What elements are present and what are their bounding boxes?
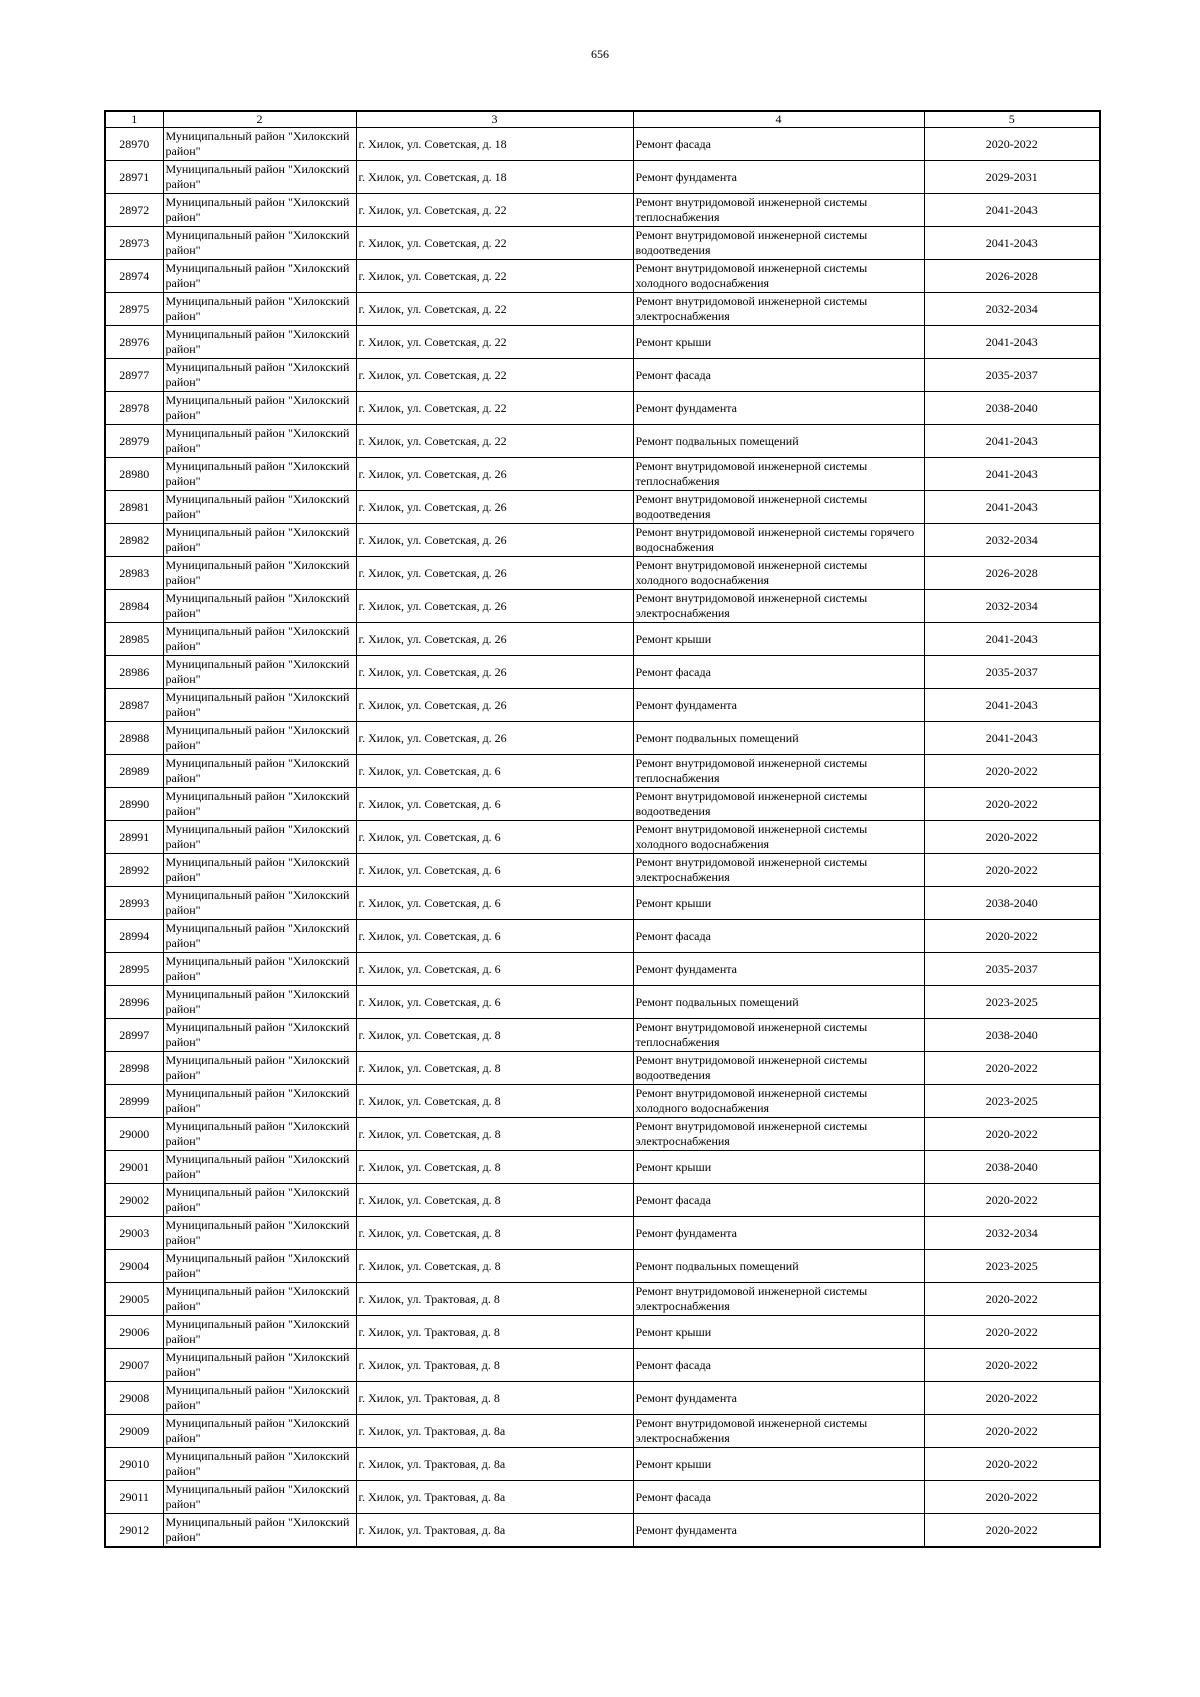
work-type-cell: Ремонт крыши xyxy=(633,326,924,359)
municipality-cell: Муниципальный район "Хилокский район" xyxy=(163,1085,356,1118)
row-number-cell: 28980 xyxy=(105,458,163,491)
period-cell: 2035-2037 xyxy=(924,656,1100,689)
municipality-cell: Муниципальный район "Хилокский район" xyxy=(163,722,356,755)
row-number-cell: 28977 xyxy=(105,359,163,392)
table-row xyxy=(105,1250,1100,1283)
row-number-cell: 29009 xyxy=(105,1415,163,1448)
row-number-cell: 28988 xyxy=(105,722,163,755)
row-number-cell: 29010 xyxy=(105,1448,163,1481)
period-cell: 2023-2025 xyxy=(924,1250,1100,1283)
row-number-cell: 28976 xyxy=(105,326,163,359)
work-type-cell: Ремонт подвальных помещений xyxy=(633,1250,924,1283)
table-row xyxy=(105,1283,1100,1316)
period-cell: 2041-2043 xyxy=(924,326,1100,359)
table-header-row xyxy=(105,111,1100,128)
row-number-cell: 29011 xyxy=(105,1481,163,1514)
address-cell: г. Хилок, ул. Трактовая, д. 8 xyxy=(356,1382,633,1415)
address-cell: г. Хилок, ул. Советская, д. 8 xyxy=(356,1151,633,1184)
period-cell: 2041-2043 xyxy=(924,722,1100,755)
period-cell: 2020-2022 xyxy=(924,128,1100,161)
address-cell: г. Хилок, ул. Советская, д. 22 xyxy=(356,293,633,326)
address-cell: г. Хилок, ул. Советская, д. 8 xyxy=(356,1250,633,1283)
municipality-cell: Муниципальный район "Хилокский район" xyxy=(163,227,356,260)
row-number-cell: 28983 xyxy=(105,557,163,590)
work-type-cell: Ремонт крыши xyxy=(633,887,924,920)
municipality-cell: Муниципальный район "Хилокский район" xyxy=(163,557,356,590)
address-cell: г. Хилок, ул. Советская, д. 8 xyxy=(356,1052,633,1085)
row-number-cell: 28985 xyxy=(105,623,163,656)
table-row xyxy=(105,1349,1100,1382)
address-cell: г. Хилок, ул. Трактовая, д. 8 xyxy=(356,1316,633,1349)
work-type-cell: Ремонт внутридомовой инженерной системы теплоснабжения xyxy=(633,1019,924,1052)
table-row xyxy=(105,887,1100,920)
address-cell: г. Хилок, ул. Советская, д. 6 xyxy=(356,986,633,1019)
work-type-cell: Ремонт внутридомовой инженерной системы водоотведения xyxy=(633,227,924,260)
period-cell: 2020-2022 xyxy=(924,1052,1100,1085)
table-row xyxy=(105,755,1100,788)
period-cell: 2026-2028 xyxy=(924,557,1100,590)
address-cell: г. Хилок, ул. Трактовая, д. 8 xyxy=(356,1349,633,1382)
work-type-cell: Ремонт фасада xyxy=(633,1349,924,1382)
address-cell: г. Хилок, ул. Советская, д. 22 xyxy=(356,425,633,458)
table-row xyxy=(105,260,1100,293)
table-row xyxy=(105,1184,1100,1217)
work-type-cell: Ремонт подвальных помещений xyxy=(633,722,924,755)
work-type-cell: Ремонт внутридомовой инженерной системы электроснабжения xyxy=(633,1415,924,1448)
row-number-cell: 28999 xyxy=(105,1085,163,1118)
table-row xyxy=(105,491,1100,524)
municipality-cell: Муниципальный район "Хилокский район" xyxy=(163,260,356,293)
address-cell: г. Хилок, ул. Советская, д. 22 xyxy=(356,359,633,392)
row-number-cell: 28971 xyxy=(105,161,163,194)
period-cell: 2032-2034 xyxy=(924,1217,1100,1250)
address-cell: г. Хилок, ул. Советская, д. 8 xyxy=(356,1184,633,1217)
address-cell: г. Хилок, ул. Трактовая, д. 8а xyxy=(356,1415,633,1448)
table-row xyxy=(105,656,1100,689)
address-cell: г. Хилок, ул. Советская, д. 6 xyxy=(356,854,633,887)
municipality-cell: Муниципальный район "Хилокский район" xyxy=(163,326,356,359)
period-cell: 2032-2034 xyxy=(924,293,1100,326)
period-cell: 2035-2037 xyxy=(924,359,1100,392)
period-cell: 2038-2040 xyxy=(924,887,1100,920)
address-cell: г. Хилок, ул. Советская, д. 6 xyxy=(356,953,633,986)
work-type-cell: Ремонт подвальных помещений xyxy=(633,986,924,1019)
municipality-cell: Муниципальный район "Хилокский район" xyxy=(163,920,356,953)
row-number-cell: 28970 xyxy=(105,128,163,161)
work-type-cell: Ремонт крыши xyxy=(633,623,924,656)
column-header: 4 xyxy=(633,111,924,128)
table-row xyxy=(105,821,1100,854)
work-type-cell: Ремонт подвальных помещений xyxy=(633,425,924,458)
table-row xyxy=(105,1118,1100,1151)
municipality-cell: Муниципальный район "Хилокский район" xyxy=(163,623,356,656)
municipality-cell: Муниципальный район "Хилокский район" xyxy=(163,1283,356,1316)
period-cell: 2020-2022 xyxy=(924,920,1100,953)
period-cell: 2020-2022 xyxy=(924,1118,1100,1151)
row-number-cell: 28973 xyxy=(105,227,163,260)
row-number-cell: 29000 xyxy=(105,1118,163,1151)
municipality-cell: Муниципальный район "Хилокский район" xyxy=(163,887,356,920)
table-body xyxy=(105,128,1100,1548)
page-number: 656 xyxy=(591,47,609,61)
period-cell: 2020-2022 xyxy=(924,1415,1100,1448)
period-cell: 2020-2022 xyxy=(924,1316,1100,1349)
work-type-cell: Ремонт внутридомовой инженерной системы холодного водоснабжения xyxy=(633,821,924,854)
municipality-cell: Муниципальный район "Хилокский район" xyxy=(163,425,356,458)
address-cell: г. Хилок, ул. Советская, д. 22 xyxy=(356,392,633,425)
address-cell: г. Хилок, ул. Трактовая, д. 8а xyxy=(356,1448,633,1481)
work-type-cell: Ремонт крыши xyxy=(633,1448,924,1481)
table-row xyxy=(105,1151,1100,1184)
table-row xyxy=(105,689,1100,722)
table-row xyxy=(105,1382,1100,1415)
table-row xyxy=(105,326,1100,359)
table-row xyxy=(105,1481,1100,1514)
work-type-cell: Ремонт крыши xyxy=(633,1316,924,1349)
municipality-cell: Муниципальный район "Хилокский район" xyxy=(163,161,356,194)
table-row xyxy=(105,986,1100,1019)
table-row xyxy=(105,623,1100,656)
municipality-cell: Муниципальный район "Хилокский район" xyxy=(163,1349,356,1382)
column-header: 2 xyxy=(163,111,356,128)
period-cell: 2032-2034 xyxy=(924,524,1100,557)
table-row xyxy=(105,722,1100,755)
municipality-cell: Муниципальный район "Хилокский район" xyxy=(163,689,356,722)
municipality-cell: Муниципальный район "Хилокский район" xyxy=(163,986,356,1019)
row-number-cell: 28989 xyxy=(105,755,163,788)
row-number-cell: 28995 xyxy=(105,953,163,986)
period-cell: 2038-2040 xyxy=(924,392,1100,425)
row-number-cell: 28996 xyxy=(105,986,163,1019)
table-row xyxy=(105,953,1100,986)
address-cell: г. Хилок, ул. Советская, д. 26 xyxy=(356,557,633,590)
municipality-cell: Муниципальный район "Хилокский район" xyxy=(163,1250,356,1283)
work-type-cell: Ремонт фасада xyxy=(633,920,924,953)
work-type-cell: Ремонт внутридомовой инженерной системы водоотведения xyxy=(633,491,924,524)
work-type-cell: Ремонт фундамента xyxy=(633,161,924,194)
municipality-cell: Муниципальный район "Хилокский район" xyxy=(163,1481,356,1514)
address-cell: г. Хилок, ул. Советская, д. 8 xyxy=(356,1085,633,1118)
address-cell: г. Хилок, ул. Советская, д. 18 xyxy=(356,128,633,161)
period-cell: 2020-2022 xyxy=(924,1448,1100,1481)
municipality-cell: Муниципальный район "Хилокский район" xyxy=(163,1052,356,1085)
address-cell: г. Хилок, ул. Трактовая, д. 8а xyxy=(356,1514,633,1548)
work-type-cell: Ремонт внутридомовой инженерной системы электроснабжения xyxy=(633,1283,924,1316)
period-cell: 2026-2028 xyxy=(924,260,1100,293)
period-cell: 2041-2043 xyxy=(924,425,1100,458)
table-row xyxy=(105,293,1100,326)
row-number-cell: 29008 xyxy=(105,1382,163,1415)
municipality-cell: Муниципальный район "Хилокский район" xyxy=(163,194,356,227)
column-header: 3 xyxy=(356,111,633,128)
table-row xyxy=(105,458,1100,491)
municipality-cell: Муниципальный район "Хилокский район" xyxy=(163,788,356,821)
municipality-cell: Муниципальный район "Хилокский район" xyxy=(163,1184,356,1217)
work-type-cell: Ремонт внутридомовой инженерной системы теплоснабжения xyxy=(633,458,924,491)
work-type-cell: Ремонт фундамента xyxy=(633,1514,924,1548)
row-number-cell: 28992 xyxy=(105,854,163,887)
row-number-cell: 28981 xyxy=(105,491,163,524)
address-cell: г. Хилок, ул. Советская, д. 26 xyxy=(356,491,633,524)
work-type-cell: Ремонт внутридомовой инженерной системы электроснабжения xyxy=(633,1118,924,1151)
work-type-cell: Ремонт фасада xyxy=(633,1481,924,1514)
table-row xyxy=(105,1217,1100,1250)
address-cell: г. Хилок, ул. Советская, д. 26 xyxy=(356,590,633,623)
period-cell: 2041-2043 xyxy=(924,194,1100,227)
period-cell: 2020-2022 xyxy=(924,854,1100,887)
municipality-cell: Муниципальный район "Хилокский район" xyxy=(163,1514,356,1548)
municipality-cell: Муниципальный район "Хилокский район" xyxy=(163,821,356,854)
municipality-cell: Муниципальный район "Хилокский район" xyxy=(163,1415,356,1448)
work-type-cell: Ремонт фасада xyxy=(633,656,924,689)
address-cell: г. Хилок, ул. Советская, д. 6 xyxy=(356,920,633,953)
table-row xyxy=(105,1415,1100,1448)
row-number-cell: 29007 xyxy=(105,1349,163,1382)
row-number-cell: 28979 xyxy=(105,425,163,458)
period-cell: 2020-2022 xyxy=(924,788,1100,821)
period-cell: 2020-2022 xyxy=(924,821,1100,854)
row-number-cell: 28982 xyxy=(105,524,163,557)
work-type-cell: Ремонт внутридомовой инженерной системы холодного водоснабжения xyxy=(633,1085,924,1118)
period-cell: 2038-2040 xyxy=(924,1019,1100,1052)
municipality-cell: Муниципальный район "Хилокский район" xyxy=(163,953,356,986)
municipality-cell: Муниципальный район "Хилокский район" xyxy=(163,590,356,623)
work-type-cell: Ремонт фундамента xyxy=(633,1217,924,1250)
municipality-cell: Муниципальный район "Хилокский район" xyxy=(163,491,356,524)
table-row xyxy=(105,128,1100,161)
address-cell: г. Хилок, ул. Трактовая, д. 8 xyxy=(356,1283,633,1316)
column-header: 5 xyxy=(924,111,1100,128)
row-number-cell: 29006 xyxy=(105,1316,163,1349)
address-cell: г. Хилок, ул. Советская, д. 26 xyxy=(356,689,633,722)
municipality-cell: Муниципальный район "Хилокский район" xyxy=(163,293,356,326)
municipality-cell: Муниципальный район "Хилокский район" xyxy=(163,854,356,887)
row-number-cell: 28987 xyxy=(105,689,163,722)
table-row xyxy=(105,557,1100,590)
table-row xyxy=(105,392,1100,425)
row-number-cell: 28986 xyxy=(105,656,163,689)
address-cell: г. Хилок, ул. Советская, д. 26 xyxy=(356,524,633,557)
address-cell: г. Хилок, ул. Советская, д. 22 xyxy=(356,326,633,359)
work-type-cell: Ремонт внутридомовой инженерной системы водоотведения xyxy=(633,788,924,821)
work-type-cell: Ремонт внутридомовой инженерной системы водоотведения xyxy=(633,1052,924,1085)
table-row xyxy=(105,425,1100,458)
row-number-cell: 29005 xyxy=(105,1283,163,1316)
period-cell: 2023-2025 xyxy=(924,986,1100,1019)
work-type-cell: Ремонт внутридомовой инженерной системы электроснабжения xyxy=(633,590,924,623)
work-type-cell: Ремонт фундамента xyxy=(633,689,924,722)
municipality-cell: Муниципальный район "Хилокский район" xyxy=(163,392,356,425)
work-type-cell: Ремонт внутридомовой инженерной системы теплоснабжения xyxy=(633,755,924,788)
period-cell: 2032-2034 xyxy=(924,590,1100,623)
table-row xyxy=(105,1448,1100,1481)
work-type-cell: Ремонт крыши xyxy=(633,1151,924,1184)
row-number-cell: 28974 xyxy=(105,260,163,293)
table-row xyxy=(105,227,1100,260)
period-cell: 2020-2022 xyxy=(924,1184,1100,1217)
table-row xyxy=(105,1085,1100,1118)
work-type-cell: Ремонт внутридомовой инженерной системы электроснабжения xyxy=(633,293,924,326)
period-cell: 2041-2043 xyxy=(924,623,1100,656)
row-number-cell: 28972 xyxy=(105,194,163,227)
work-type-cell: Ремонт внутридомовой инженерной системы холодного водоснабжения xyxy=(633,557,924,590)
row-number-cell: 29003 xyxy=(105,1217,163,1250)
table-row xyxy=(105,920,1100,953)
address-cell: г. Хилок, ул. Советская, д. 26 xyxy=(356,722,633,755)
municipality-cell: Муниципальный район "Хилокский район" xyxy=(163,755,356,788)
table-row xyxy=(105,1514,1100,1548)
period-cell: 2020-2022 xyxy=(924,1349,1100,1382)
row-number-cell: 28978 xyxy=(105,392,163,425)
table-row xyxy=(105,194,1100,227)
municipality-cell: Муниципальный район "Хилокский район" xyxy=(163,656,356,689)
address-cell: г. Хилок, ул. Советская, д. 8 xyxy=(356,1217,633,1250)
row-number-cell: 29004 xyxy=(105,1250,163,1283)
period-cell: 2035-2037 xyxy=(924,953,1100,986)
table-row xyxy=(105,524,1100,557)
work-type-cell: Ремонт фасада xyxy=(633,359,924,392)
work-type-cell: Ремонт фундамента xyxy=(633,953,924,986)
municipality-cell: Муниципальный район "Хилокский район" xyxy=(163,359,356,392)
address-cell: г. Хилок, ул. Советская, д. 26 xyxy=(356,623,633,656)
table-row xyxy=(105,1019,1100,1052)
period-cell: 2041-2043 xyxy=(924,227,1100,260)
address-cell: г. Хилок, ул. Советская, д. 22 xyxy=(356,194,633,227)
municipality-cell: Муниципальный район "Хилокский район" xyxy=(163,1217,356,1250)
municipality-cell: Муниципальный район "Хилокский район" xyxy=(163,524,356,557)
table-row xyxy=(105,788,1100,821)
row-number-cell: 28975 xyxy=(105,293,163,326)
municipality-cell: Муниципальный район "Хилокский район" xyxy=(163,128,356,161)
period-cell: 2041-2043 xyxy=(924,491,1100,524)
row-number-cell: 28984 xyxy=(105,590,163,623)
table-row xyxy=(105,161,1100,194)
address-cell: г. Хилок, ул. Советская, д. 6 xyxy=(356,788,633,821)
address-cell: г. Хилок, ул. Советская, д. 22 xyxy=(356,227,633,260)
row-number-cell: 28997 xyxy=(105,1019,163,1052)
work-type-cell: Ремонт фундамента xyxy=(633,392,924,425)
municipality-cell: Муниципальный район "Хилокский район" xyxy=(163,1118,356,1151)
municipality-cell: Муниципальный район "Хилокский район" xyxy=(163,1019,356,1052)
address-cell: г. Хилок, ул. Советская, д. 26 xyxy=(356,458,633,491)
row-number-cell: 28993 xyxy=(105,887,163,920)
period-cell: 2020-2022 xyxy=(924,1382,1100,1415)
municipality-cell: Муниципальный район "Хилокский район" xyxy=(163,1151,356,1184)
address-cell: г. Хилок, ул. Советская, д. 18 xyxy=(356,161,633,194)
row-number-cell: 29012 xyxy=(105,1514,163,1548)
table-row xyxy=(105,1052,1100,1085)
address-cell: г. Хилок, ул. Советская, д. 6 xyxy=(356,821,633,854)
address-cell: г. Хилок, ул. Советская, д. 26 xyxy=(356,656,633,689)
work-type-cell: Ремонт внутридомовой инженерной системы электроснабжения xyxy=(633,854,924,887)
row-number-cell: 28990 xyxy=(105,788,163,821)
period-cell: 2020-2022 xyxy=(924,1481,1100,1514)
work-type-cell: Ремонт внутридомовой инженерной системы холодного водоснабжения xyxy=(633,260,924,293)
municipality-cell: Муниципальный район "Хилокский район" xyxy=(163,458,356,491)
municipality-cell: Муниципальный район "Хилокский район" xyxy=(163,1382,356,1415)
row-number-cell: 29002 xyxy=(105,1184,163,1217)
row-number-cell: 28991 xyxy=(105,821,163,854)
work-type-cell: Ремонт фундамента xyxy=(633,1382,924,1415)
row-number-cell: 28998 xyxy=(105,1052,163,1085)
period-cell: 2023-2025 xyxy=(924,1085,1100,1118)
address-cell: г. Хилок, ул. Трактовая, д. 8а xyxy=(356,1481,633,1514)
period-cell: 2029-2031 xyxy=(924,161,1100,194)
row-number-cell: 28994 xyxy=(105,920,163,953)
work-type-cell: Ремонт внутридомовой инженерной системы теплоснабжения xyxy=(633,194,924,227)
period-cell: 2041-2043 xyxy=(924,689,1100,722)
table-row xyxy=(105,854,1100,887)
address-cell: г. Хилок, ул. Советская, д. 6 xyxy=(356,887,633,920)
column-header: 1 xyxy=(105,111,163,128)
row-number-cell: 29001 xyxy=(105,1151,163,1184)
period-cell: 2020-2022 xyxy=(924,1514,1100,1548)
address-cell: г. Хилок, ул. Советская, д. 8 xyxy=(356,1118,633,1151)
repair-schedule-table xyxy=(104,110,1101,1548)
municipality-cell: Муниципальный район "Хилокский район" xyxy=(163,1316,356,1349)
work-type-cell: Ремонт внутридомовой инженерной системы горячего водоснабжения xyxy=(633,524,924,557)
table-row xyxy=(105,359,1100,392)
address-cell: г. Хилок, ул. Советская, д. 8 xyxy=(356,1019,633,1052)
period-cell: 2020-2022 xyxy=(924,755,1100,788)
table-row xyxy=(105,590,1100,623)
table-row xyxy=(105,1316,1100,1349)
municipality-cell: Муниципальный район "Хилокский район" xyxy=(163,1448,356,1481)
work-type-cell: Ремонт фасада xyxy=(633,128,924,161)
address-cell: г. Хилок, ул. Советская, д. 22 xyxy=(356,260,633,293)
period-cell: 2041-2043 xyxy=(924,458,1100,491)
period-cell: 2038-2040 xyxy=(924,1151,1100,1184)
period-cell: 2020-2022 xyxy=(924,1283,1100,1316)
work-type-cell: Ремонт фасада xyxy=(633,1184,924,1217)
address-cell: г. Хилок, ул. Советская, д. 6 xyxy=(356,755,633,788)
